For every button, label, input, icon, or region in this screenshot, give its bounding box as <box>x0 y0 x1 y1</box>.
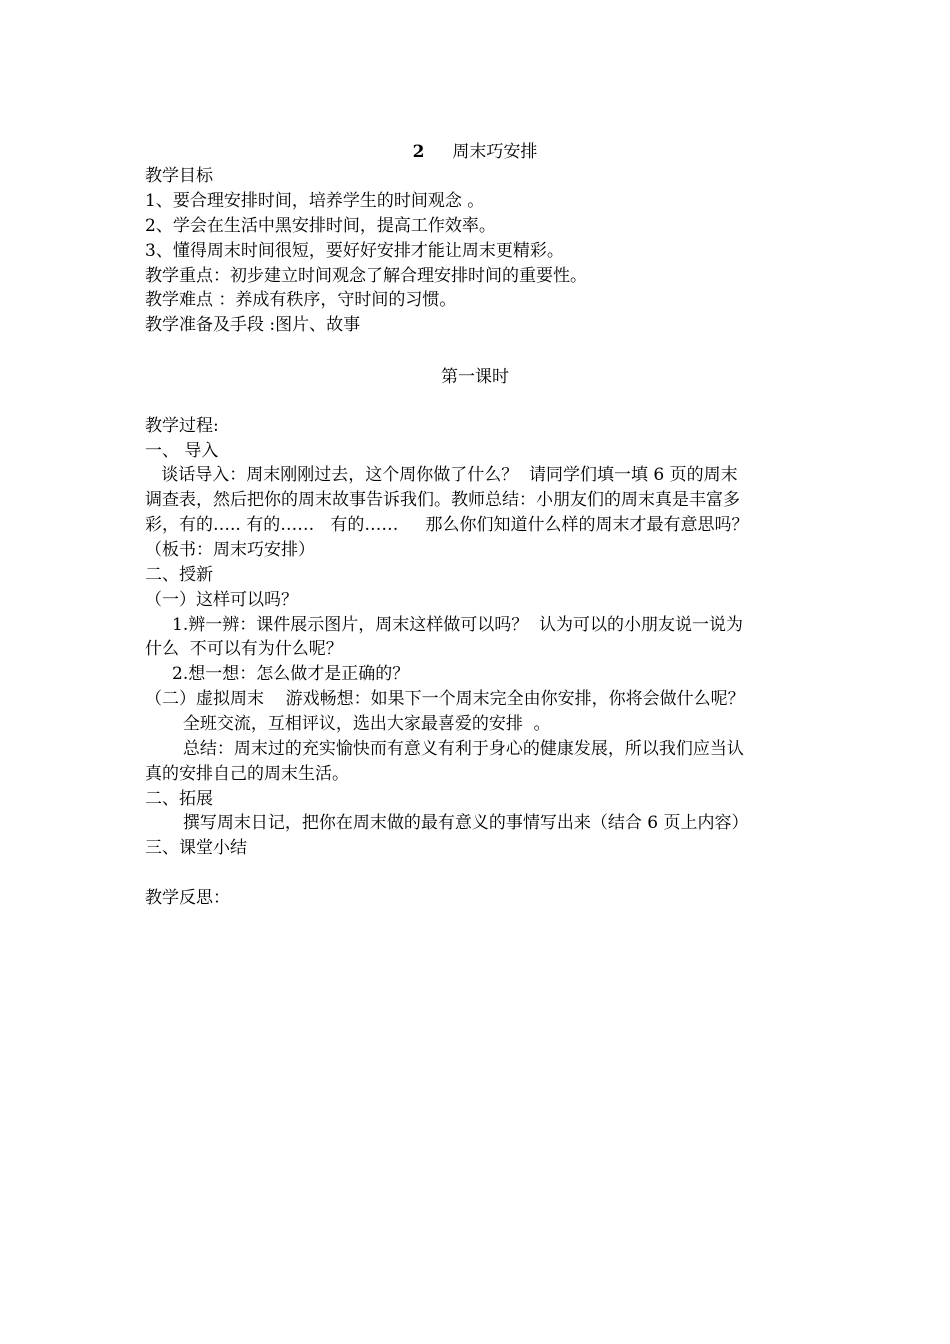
summary-line-1: 总结：周末过的充实愉快而有意义有利于身心的健康发展，所以我们应当认 <box>145 739 744 759</box>
section-new-heading: 二、授新 <box>145 565 213 585</box>
objectives-heading: 教学目标 <box>145 166 213 186</box>
part-1-heading: （一）这样可以吗？ <box>145 590 298 610</box>
intro-line-3: 彩，有的….. 有的…… 有的…… 那么你们知道什么样的周末才最有意思吗？ <box>145 515 749 535</box>
objective-2: 2、学会在生活中黑安排时间，提高工作效率。 <box>145 216 496 236</box>
title-number: 2 <box>412 142 425 162</box>
summary-line-2: 真的安排自己的周末生活。 <box>145 764 349 784</box>
intro-line-2: 调查表，然后把你的周末故事告诉我们。教师总结：小朋友们的周末真是丰富多 <box>145 490 740 510</box>
process-heading: 教学过程: <box>145 416 219 436</box>
intro-line-4: （板书：周末巧安排） <box>145 540 315 560</box>
title-text: 周末巧安排 <box>452 142 538 162</box>
intro-line-1: 谈话导入：周末刚刚过去，这个周你做了什么？ 请同学们填一填 6 页的周末 <box>145 465 738 485</box>
section-intro-heading: 一、 导入 <box>145 441 219 461</box>
reflection-heading: 教学反思： <box>145 888 230 908</box>
doc-title <box>0 140 950 164</box>
part-2-heading: （二）虚拟周末 游戏畅想：如果下一个周末完全由你安排，你将会做什么呢？ <box>145 689 745 709</box>
section-extend-heading: 二、拓展 <box>145 789 213 809</box>
objective-3: 3、懂得周末时间很短，要好好安排才能让周末更精彩。 <box>145 241 564 261</box>
key-point: 教学重点：初步建立时间观念了解合理安排时间的重要性。 <box>145 266 587 286</box>
item-1-line-1: 1.辨一辨：课件展示图片，周末这样做可以吗？ 认为可以的小朋友说一说为 <box>145 615 744 635</box>
preparation: 教学准备及手段 :图片、故事 <box>145 315 361 335</box>
exchange-line: 全班交流，互相评议，选出大家最喜爱的安排 。 <box>145 714 551 734</box>
section-summary-heading: 三、课堂小结 <box>145 838 247 858</box>
lesson-heading: 第一课时 <box>441 367 509 387</box>
difficulty: 教学难点 ：养成有秩序，守时间的习惯。 <box>145 290 457 310</box>
item-2: 2.想一想：怎么做才是正确的？ <box>145 664 410 684</box>
extend-line: 撰写周末日记，把你在周末做的最有意义的事情写出来（结合 6 页上内容） <box>145 813 749 833</box>
objective-1: 1、要合理安排时间，培养学生的时间观念 。 <box>145 191 485 211</box>
item-1-line-2: 什么 不可以有为什么呢？ <box>145 639 343 659</box>
